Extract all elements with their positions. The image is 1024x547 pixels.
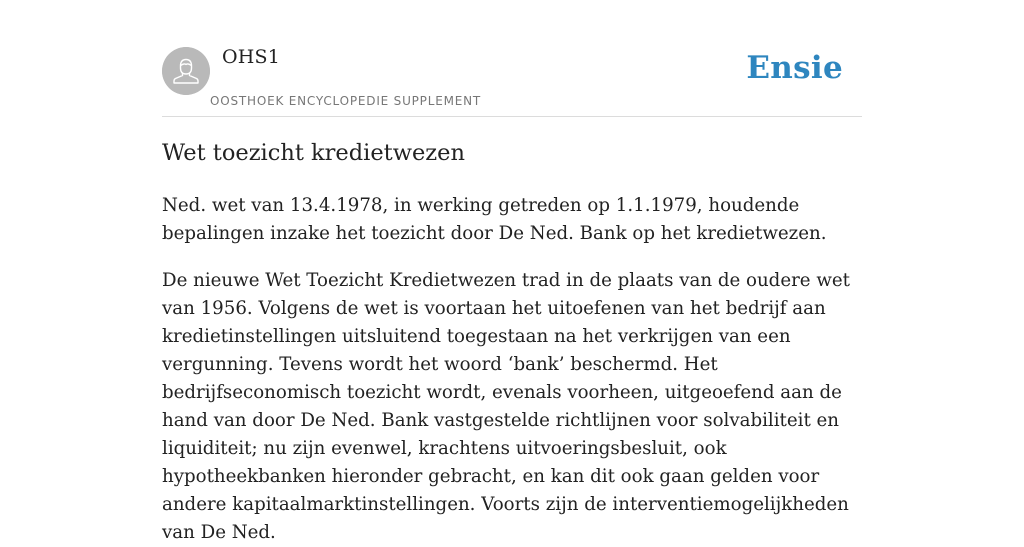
entry-paragraph-2: De nieuwe Wet Toezicht Kredietwezen trad in de plaats van de oudere wet van 1956. Volgens de wet is voortaan het uitoefenen van het bedrijf aan kredietinstellingen uitsluitend toegestaan na het verkrijgen van een vergunning. Tevens wordt het woord ‘bank’ beschermd. Het bedrijfseconomisch toezicht wordt, evenals voorheen, uitgeoefend aan de hand van door De Ned. Bank vastgestelde richtlijnen voor solvabiliteit en liquiditeit; nu zijn evenwel, krachtens uitvoeringsbesluit, ook hypotheekbanken hieronder gebracht, en kan dit ook gaan gelden voor andere kapitaalmarktinstellingen. Voorts zijn de interventiemogelijkheden van De Ned.: [162, 270, 850, 543]
brand-logo[interactable]: Ensie: [746, 50, 843, 86]
page-container: [162, 0, 862, 543]
source-title-link[interactable]: OHS1: [222, 46, 281, 68]
entry-title: Wet toezicht kredietwezen: [162, 140, 465, 166]
entry-paragraph-1: Ned. wet van 13.4.1978, in werking getreden op 1.1.1979, houdende bepalingen inzake het toezicht door De Ned. Bank op het kredietwezen.: [162, 195, 827, 244]
user-avatar-icon[interactable]: [162, 47, 210, 95]
source-subtitle: OOSTHOEK ENCYCLOPEDIE SUPPLEMENT: [210, 94, 482, 108]
source-header: [162, 0, 862, 117]
